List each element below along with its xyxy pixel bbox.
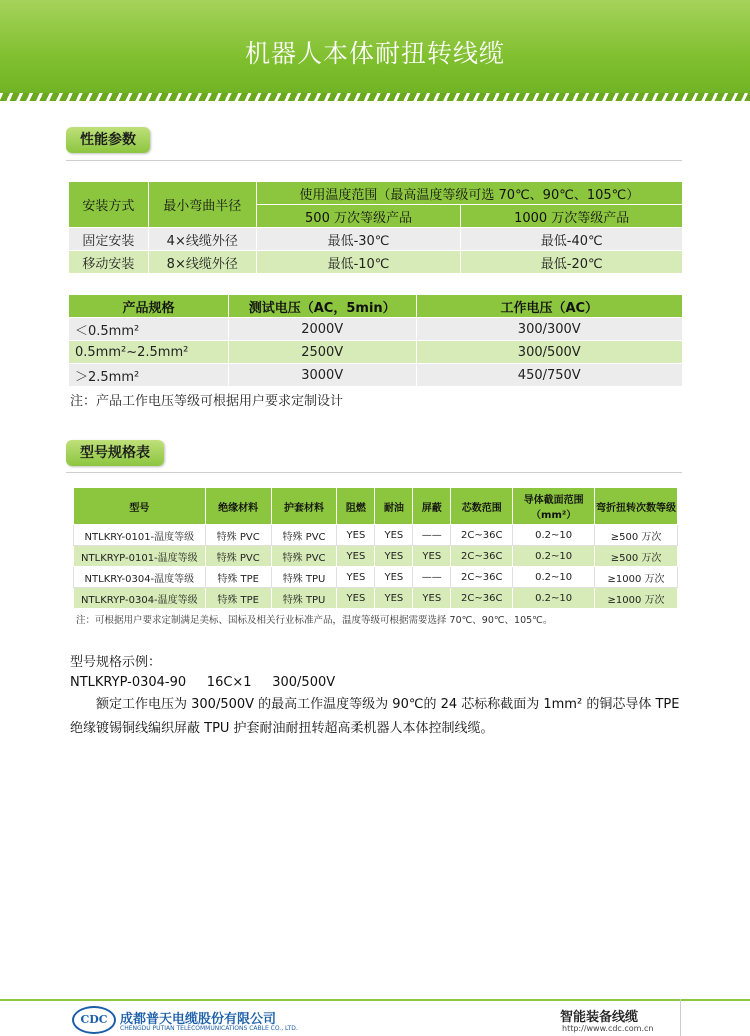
footer-divider — [680, 999, 681, 1036]
table-row — [69, 251, 683, 274]
cell: YES — [375, 525, 413, 546]
header-cell: 型号 — [74, 488, 206, 525]
model-note: 注：可根据用户要求定制满足美标、国标及相关行业标准产品，温度等级可根据需要选择 70℃、90℃、105℃。 — [76, 615, 553, 626]
header-banner — [0, 0, 750, 100]
cell: —— — [413, 567, 451, 588]
cell: ≥1000 万次 — [595, 588, 678, 609]
footer-url: http://www.cdc.com.cn — [562, 1024, 654, 1033]
table-row — [69, 318, 683, 341]
cell: YES — [375, 546, 413, 567]
cell: 特殊 PVC — [271, 546, 337, 567]
header-install: 安装方式 — [69, 182, 149, 228]
cell: 特殊 TPU — [271, 567, 337, 588]
header-cell: 屏蔽 — [413, 488, 451, 525]
cell: YES — [413, 546, 451, 567]
cell: YES — [375, 588, 413, 609]
cell: 8×线缆外径 — [148, 251, 256, 274]
cell: YES — [337, 588, 375, 609]
cell: 2C~36C — [451, 588, 513, 609]
voltage-table — [68, 294, 683, 387]
cell: 特殊 PVC — [205, 525, 271, 546]
cell: —— — [413, 525, 451, 546]
cell: 0.2~10 — [513, 525, 595, 546]
cell: YES — [337, 525, 375, 546]
cell: 300/500V — [416, 341, 682, 364]
section-divider — [66, 472, 682, 473]
cell: 0.2~10 — [513, 546, 595, 567]
cell: 300/300V — [416, 318, 682, 341]
example-description: 额定工作电压为 300/500V 的最高工作温度等级为 90℃的 24 芯标称截面为 1mm² 的铜芯导体 TPE 绝缘镀锡铜线编织屏蔽 TPU 护套耐油耐扭转超高柔机器人本体控制线缆。 — [70, 697, 680, 736]
table-row — [74, 588, 678, 609]
temperature-table — [68, 181, 683, 274]
cell: 特殊 TPU — [271, 588, 337, 609]
cell: 最低-30℃ — [256, 228, 461, 251]
cell: YES — [337, 567, 375, 588]
header-cell: 耐油 — [375, 488, 413, 525]
header-stripes — [0, 93, 750, 101]
table-row — [69, 228, 683, 251]
cell: 4×线缆外径 — [148, 228, 256, 251]
header-radius: 最小弯曲半径 — [148, 182, 256, 228]
cell: 0.2~10 — [513, 567, 595, 588]
cell: 特殊 PVC — [205, 546, 271, 567]
header-spec: 产品规格 — [69, 295, 229, 318]
model-spec-table — [73, 487, 678, 609]
cell: 2500V — [228, 341, 416, 364]
cell: 3000V — [228, 364, 416, 387]
cell: ＞2.5mm² — [69, 364, 229, 387]
cell: 2000V — [228, 318, 416, 341]
cell: 移动安装 — [69, 251, 149, 274]
example-code: NTLKRYP-0304-90 16C×1 300/500V — [70, 675, 336, 690]
company-name-en: CHENGDU PUTIAN TELECOMMUNICATIONS CABLE CO., LTD. — [120, 1025, 298, 1032]
footer-slogan: 智能装备线缆 — [560, 1010, 639, 1025]
voltage-note: 注：产品工作电压等级可根据用户要求定制设计 — [70, 394, 344, 409]
footer-rule — [0, 999, 750, 1001]
cell: ≥500 万次 — [595, 525, 678, 546]
cell: ≥1000 万次 — [595, 567, 678, 588]
cell: NTLKRYP-0101-温度等级 — [74, 546, 206, 567]
header-cell: 护套材料 — [271, 488, 337, 525]
header-cell: 芯数范围 — [451, 488, 513, 525]
cell: 特殊 TPE — [205, 567, 271, 588]
cell: NTLKRYP-0304-温度等级 — [74, 588, 206, 609]
cell: 0.5mm²~2.5mm² — [69, 341, 229, 364]
cell: 特殊 PVC — [271, 525, 337, 546]
cell: ＜0.5mm² — [69, 318, 229, 341]
table-row — [69, 364, 683, 387]
header-work-voltage: 工作电压（AC） — [416, 295, 682, 318]
cell: 450/750V — [416, 364, 682, 387]
cell: 2C~36C — [451, 546, 513, 567]
cell: 最低-10℃ — [256, 251, 461, 274]
cell: 最低-20℃ — [461, 251, 683, 274]
table-row — [74, 567, 678, 588]
cell: 2C~36C — [451, 567, 513, 588]
page-title: 机器人本体耐扭转线缆 — [244, 39, 505, 68]
cell: ≥500 万次 — [595, 546, 678, 567]
header-cell: 弯折扭转次数等级 — [595, 488, 678, 525]
header-cell: 绝缘材料 — [205, 488, 271, 525]
header-temp-range: 使用温度范围（最高温度等级可选 70℃、90℃、105℃） — [256, 182, 682, 205]
cell: 最低-40℃ — [461, 228, 683, 251]
header-cell: 阻燃 — [337, 488, 375, 525]
cell: NTLKRY-0304-温度等级 — [74, 567, 206, 588]
table-row — [69, 341, 683, 364]
cell: 2C~36C — [451, 525, 513, 546]
cell: 固定安装 — [69, 228, 149, 251]
cell: 特殊 TPE — [205, 588, 271, 609]
header-1000: 1000 万次等级产品 — [461, 205, 683, 228]
cell: YES — [337, 546, 375, 567]
section-divider — [66, 160, 682, 161]
table-row — [74, 546, 678, 567]
example-title: 型号规格示例： — [70, 655, 162, 670]
company-name-cn: 成都普天电缆股份有限公司 — [120, 1012, 277, 1027]
cell: YES — [413, 588, 451, 609]
cdc-logo: CDC — [72, 1006, 116, 1034]
table-header-row — [74, 488, 678, 525]
section-tab-performance: 性能参数 — [66, 127, 150, 153]
section-tab-model-spec: 型号规格表 — [66, 440, 164, 466]
cell: NTLKRY-0101-温度等级 — [74, 525, 206, 546]
cell: YES — [375, 567, 413, 588]
cell: 0.2~10 — [513, 588, 595, 609]
table-row — [74, 525, 678, 546]
header-500: 500 万次等级产品 — [256, 205, 461, 228]
header-cell: 导体截面范围（mm²） — [513, 488, 595, 525]
header-test-voltage: 测试电压（AC，5min） — [228, 295, 416, 318]
